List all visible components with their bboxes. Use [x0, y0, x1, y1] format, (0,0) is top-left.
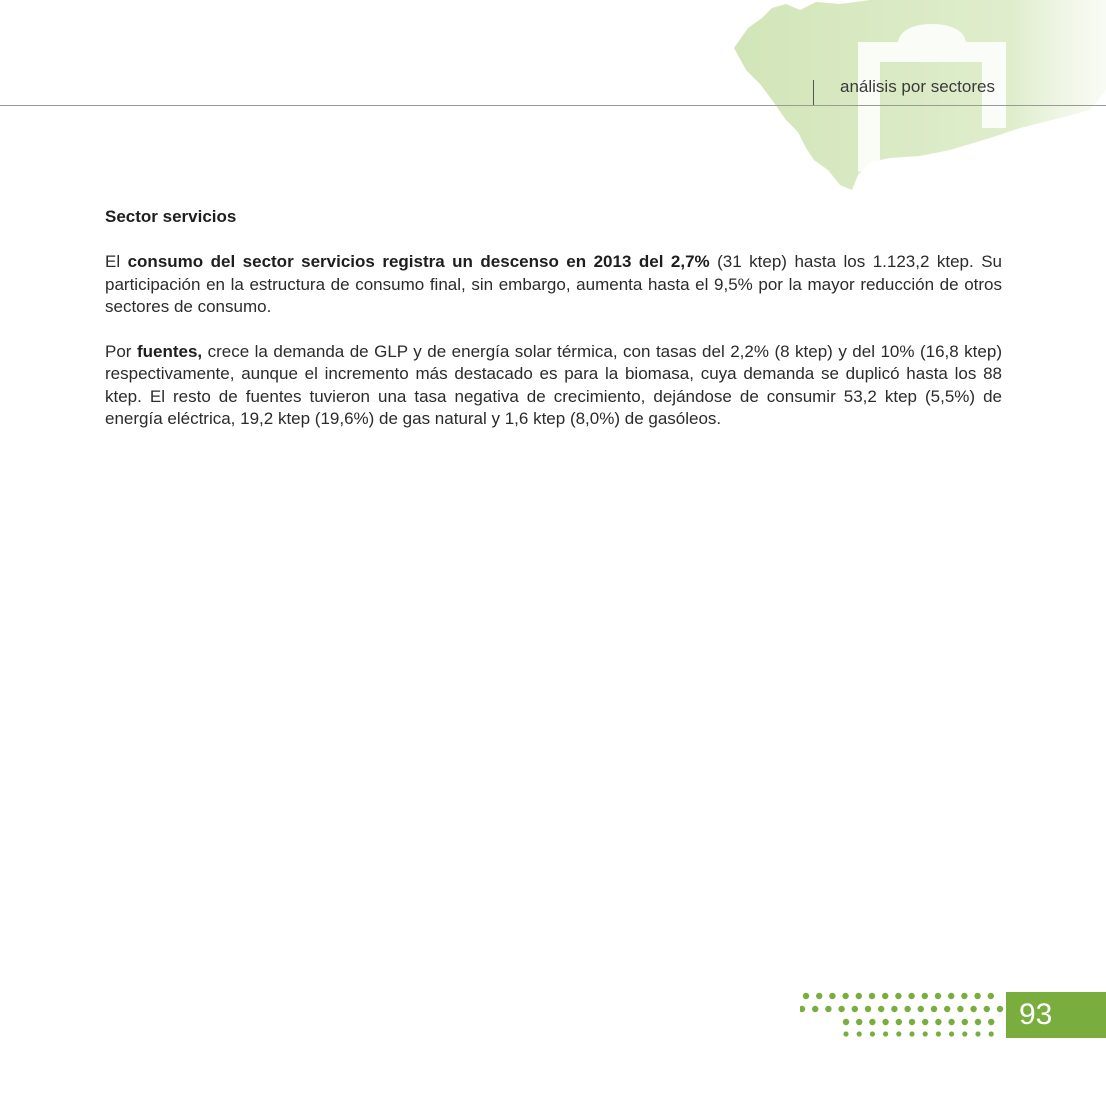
- decorative-dot: [843, 1031, 848, 1036]
- decorative-dot: [882, 1019, 888, 1025]
- decorative-dot: [988, 993, 994, 999]
- paragraph-lead: Por: [105, 341, 137, 361]
- decorative-dot: [843, 1019, 849, 1025]
- decorative-dot: [948, 1019, 954, 1025]
- section-title: análisis por sectores: [840, 77, 995, 96]
- paragraph-lead: El: [105, 252, 128, 271]
- decorative-dot: [970, 1006, 976, 1012]
- decorative-dot: [944, 1006, 950, 1012]
- header-rule: [0, 105, 1106, 106]
- decorative-dot: [975, 1031, 980, 1036]
- decorative-dot: [800, 1006, 805, 1012]
- decorative-dot: [962, 1019, 968, 1025]
- decorative-dot: [865, 1006, 871, 1012]
- paragraph-emphasis: consumo del sector servicios registra un descenso en 2013 del 2,7%: [127, 252, 710, 271]
- decorative-dot: [856, 993, 862, 999]
- decorative-dot: [816, 993, 822, 999]
- decorative-dot: [935, 993, 941, 999]
- header-divider: [813, 80, 814, 105]
- decorative-dot: [812, 1006, 818, 1012]
- decorative-dot: [957, 1006, 963, 1012]
- main-content: [105, 207, 1002, 453]
- decorative-dot-grid: [800, 990, 1006, 1040]
- decorative-dot: [975, 1019, 981, 1025]
- decorative-dot: [989, 1031, 994, 1036]
- decorative-dot: [883, 1031, 888, 1036]
- paragraph-body: (31 ktep) hasta los 1.123,2 ktep. Su participación en la estructura de consumo final, sin embargo, aumenta hasta el 9,5% por la mayor reducción de otros sectores de consumo.: [105, 252, 1002, 316]
- decorative-dot: [869, 1019, 875, 1025]
- decorative-dot: [936, 1031, 941, 1036]
- decorative-dot: [904, 1006, 910, 1012]
- page-number: 93: [1006, 992, 1106, 1038]
- paragraph-consumption: [105, 251, 1002, 319]
- decorative-dot: [922, 993, 928, 999]
- decorative-dot: [935, 1019, 941, 1025]
- paragraph-sources: [105, 341, 1002, 431]
- paragraph-emphasis: fuentes,: [136, 341, 203, 361]
- decorative-dot: [948, 993, 954, 999]
- decorative-dot: [857, 1031, 862, 1036]
- decorative-dot: [825, 1006, 831, 1012]
- decorative-dot: [878, 1006, 884, 1012]
- decorative-dot: [896, 1031, 901, 1036]
- decorative-dot: [870, 1031, 875, 1036]
- section-heading: Sector servicios: [105, 207, 237, 226]
- decorative-dot: [895, 993, 901, 999]
- decorative-dot: [997, 1006, 1003, 1012]
- decorative-dot: [882, 993, 888, 999]
- decorative-dot: [923, 1031, 928, 1036]
- decorative-dot: [842, 993, 848, 999]
- decorative-dot: [918, 1006, 924, 1012]
- decorative-dot: [896, 1019, 902, 1025]
- paragraph-body: crece la demanda de GLP y de energía solar térmica, con tasas del 2,2% (8 ktep) y del 10% (16,8 ktep) respectivamente, aunque el incremento más destacado es para la biomasa, cuya demanda se duplicó hasta los 88 ktep. El resto de fuentes tuvieron una tasa negativa de crecimiento, dejándose de consumir 53,2 ktep (5,5%) de energía eléctrica, 19,2 ktep (19,6%) de gas natural y 1,6 ktep (8,0%) de gasóleos.: [105, 341, 1002, 428]
- decorative-dot: [838, 1006, 844, 1012]
- decorative-dot: [988, 1019, 994, 1025]
- decorative-dot: [961, 993, 967, 999]
- decorative-dot: [949, 1031, 954, 1036]
- decorative-dot: [803, 993, 809, 999]
- andalusia-map-decoration: [720, 0, 1106, 195]
- decorative-dot: [909, 1031, 914, 1036]
- decorative-dot: [962, 1031, 967, 1036]
- decorative-dot: [852, 1006, 858, 1012]
- decorative-dot: [922, 1019, 928, 1025]
- decorative-dot: [891, 1006, 897, 1012]
- decorative-dot: [974, 993, 980, 999]
- decorative-dot: [984, 1006, 990, 1012]
- decorative-dot: [931, 1006, 937, 1012]
- decorative-dot: [909, 1019, 915, 1025]
- decorative-dot: [829, 993, 835, 999]
- decorative-dot: [869, 993, 875, 999]
- decorative-dot: [856, 1019, 862, 1025]
- decorative-dot: [908, 993, 914, 999]
